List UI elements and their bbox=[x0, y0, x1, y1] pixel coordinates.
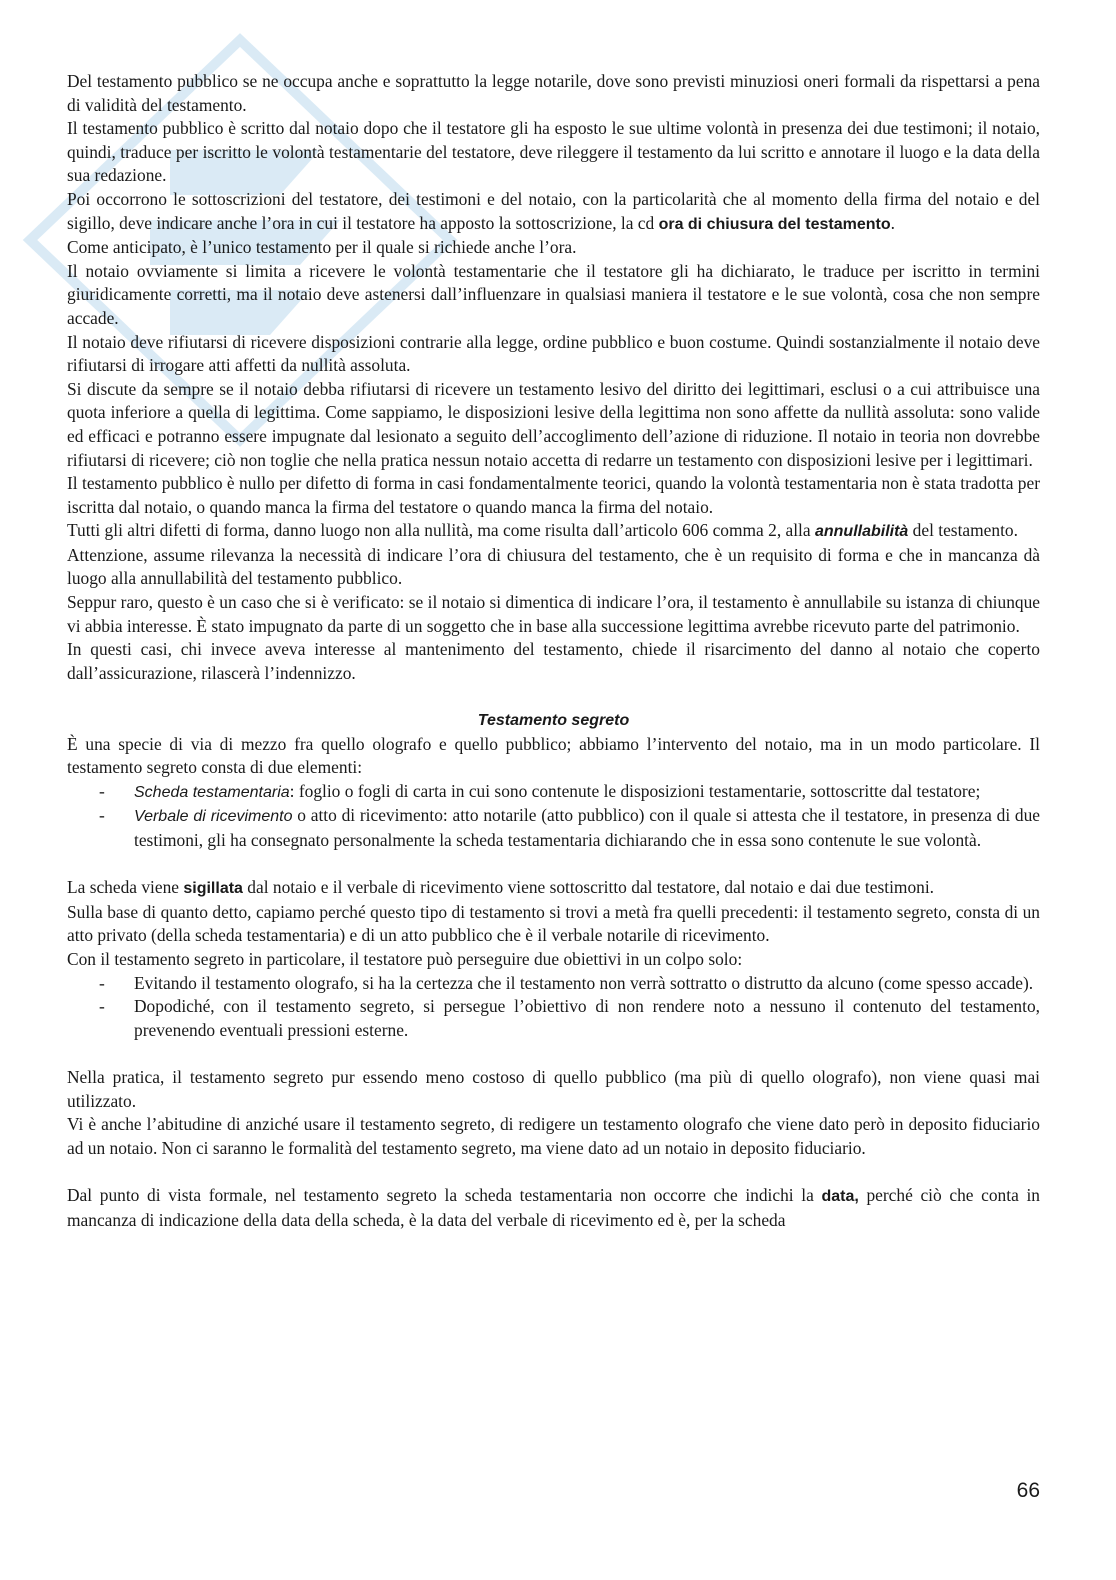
text-run: Tutti gli altri difetti di forma, danno luogo non alla nullità, ma come risulta dall’articolo 606 comma 2, alla bbox=[67, 520, 815, 541]
page-number: 66 bbox=[1016, 1479, 1040, 1502]
text-run: . bbox=[890, 212, 895, 233]
paragraph: Il notaio deve rifiutarsi di ricevere disposizioni contrarie alla legge, ordine pubblico e buon costume. Quindi sostanzialmente il notaio deve rifiutarsi di irrogare atti affetti da nullità assoluta. bbox=[67, 331, 1040, 376]
text-run: dal notaio e il verbale di ricevimento viene sottoscritto dal testatore, dal notaio e dai due testimoni. bbox=[242, 877, 935, 898]
section-title: Testamento segreto bbox=[477, 712, 630, 730]
paragraph: Il testamento pubblico è nullo per difetto di forma in casi fondamentalmente teorici, quando la volontà testamentaria non è stata tradotta per iscritta dal notaio, o quando manca la firma del testatore o quando manca la firma del notaio. bbox=[67, 473, 1040, 517]
bold-italic-term: annullabilità bbox=[814, 523, 909, 541]
paragraph: Del testamento pubblico se ne occupa anche e soprattutto la legge notarile, dove sono previsti minuziosi oneri formali da rispettarsi a pena di validità del testamento. bbox=[67, 71, 1040, 115]
bold-term: data, bbox=[821, 1187, 859, 1205]
paragraph: Attenzione, assume rilevanza la necessità di indicare l’ora di chiusura del testamento, che è un requisito di forma e che in mancanza dà luogo alla annullabilità del testamento pubblico. bbox=[67, 544, 1040, 589]
text-run: Dal punto di vista formale, nel testamento segreto la scheda testamentaria non occorre che indichi la bbox=[67, 1184, 822, 1205]
paragraph-annullabilita bbox=[67, 519, 1040, 544]
paragraph: In questi casi, chi invece aveva interesse al mantenimento del testamento, chiede il risarcimento del danno al notaio che coperto dall’assicurazione, rilascerà l’indennizzo. bbox=[67, 639, 1040, 683]
list-term: Verbale di ricevimento bbox=[134, 808, 293, 826]
list-item: - Evitando il testamento olografo, si ha la certezza che il testamento non verrà sottratto o distrutto da alcuno (come spesso accade). bbox=[67, 972, 1040, 996]
text-run: La scheda viene bbox=[67, 877, 184, 898]
paragraph: È una specie di via di mezzo fra quello olografo e quello pubblico; abbiamo l’intervento del notaio, ma in un modo particolare. Il testamento segreto consta di due elementi: bbox=[67, 733, 1040, 778]
paragraph-data bbox=[67, 1184, 1040, 1232]
list-text: o atto di ricevimento: atto notarile (atto pubblico) con il quale si attesta che il testatore, in presenza di due testimoni, gli ha consegnato personalmente la scheda testamentaria dichiarando che in essa sono contenute le sue volontà. bbox=[134, 805, 1041, 850]
text-run: Poi occorrono le sottoscrizioni del testatore, dei testimoni e del notaio, con la particolarità che al momento della firma del notaio e del sigillo, deve indicare anche l’ora in cui il testatore ha apposto la sottoscrizione, la cd bbox=[67, 188, 1040, 233]
paragraph-sigillata bbox=[67, 876, 1040, 901]
paragraph: Sulla base di quanto detto, capiamo perché questo tipo di testamento si trovi a metà fra quelli precedenti: il testamento segreto, consta di un atto privato (della scheda testamentaria) e di un atto pubblico che è il verbale notarile di ricevimento. bbox=[67, 901, 1040, 946]
paragraph: Vi è anche l’abitudine di anziché usare il testamento segreto, di redigere un testamento olografo che viene dato però in deposito fiduciario ad un notaio. Non ci saranno le formalità del testamento segreto, ma viene dato ad un notaio in deposito fiduciario. bbox=[67, 1114, 1040, 1158]
bold-term: sigillata bbox=[183, 880, 243, 898]
paragraph: Il testamento pubblico è scritto dal notaio dopo che il testatore gli ha esposto le sue ultime volontà in presenza dei due testimoni; il notaio, quindi, traduce per iscritto le volontà testamentarie del testatore, deve rileggere il testamento da lui scritto e annotare il luogo e la data della sua redazione. bbox=[67, 118, 1040, 186]
paragraph: Come anticipato, è l’unico testamento per il quale si richiede anche l’ora. bbox=[67, 237, 577, 258]
list-item: - Dopodiché, con il testamento segreto, si persegue l’obiettivo di non rendere noto a nessuno il contenuto del testamento, prevenendo eventuali pressioni esterne. bbox=[67, 995, 1040, 1042]
list-term: Scheda testamentaria bbox=[134, 783, 290, 801]
elements-list bbox=[67, 780, 1040, 853]
list-text: : foglio o fogli di carta in cui sono contenute le disposizioni testamentarie, sottoscritte dal testatore; bbox=[289, 780, 981, 801]
bold-term: ora di chiusura del testamento bbox=[658, 215, 891, 233]
paragraph: Si discute da sempre se il notaio debba rifiutarsi di ricevere un testamento lesivo del diritto dei legittimari, esclusi o a cui attribuisce una quota inferiore a quella di legittima. Come sappiamo, le disposizioni lesive della legittima non sono affette da nullità assoluta: sono valide ed efficaci e potranno essere impugnate dal lesionato a seguito dell’accoglimento dell’azione di riduzione. Il notaio in teoria non dovrebbe rifiutarsi di ricevere; ciò non toglie che nella pratica nessun notaio accetta di redarre un testamento con disposizioni lesive per i legittimari. bbox=[67, 378, 1040, 470]
paragraph: Con il testamento segreto in particolare, il testatore può perseguire due obiettivi in un colpo solo: bbox=[67, 948, 743, 969]
paragraph: Seppur raro, questo è un caso che si è verificato: se il notaio si dimentica di indicare l’ora, il testamento è annullabile su istanza di chiunque vi abbia interesse. È stato impugnato da parte di un soggetto che in base alla successione legittima avrebbe ricevuto parte del patrimonio. bbox=[67, 592, 1040, 636]
document-page bbox=[67, 70, 1040, 1232]
text-run: del testamento. bbox=[908, 520, 1018, 541]
objectives-list bbox=[67, 972, 1040, 1043]
list-item bbox=[67, 780, 1040, 805]
text-run: perché ciò che conta in mancanza di indicazione della data della scheda, è la data del verbale di ricevimento ed è, per la scheda bbox=[67, 1184, 1040, 1230]
paragraph: Nella pratica, il testamento segreto pur essendo meno costoso di quello pubblico (ma più di quello olografo), non viene quasi mai utilizzato. bbox=[67, 1066, 1040, 1111]
list-item bbox=[67, 804, 1040, 852]
paragraph: Il notaio ovviamente si limita a ricevere le volontà testamentarie che il testatore gli ha dichiarato, le traduce per iscritto in termini giuridicamente corretti, ma il notaio deve astenersi dall’influenzare in qualsiasi maniera il testatore e le sue volontà, cosa che non sempre accade. bbox=[67, 260, 1040, 328]
paragraph-firma bbox=[67, 188, 1040, 236]
